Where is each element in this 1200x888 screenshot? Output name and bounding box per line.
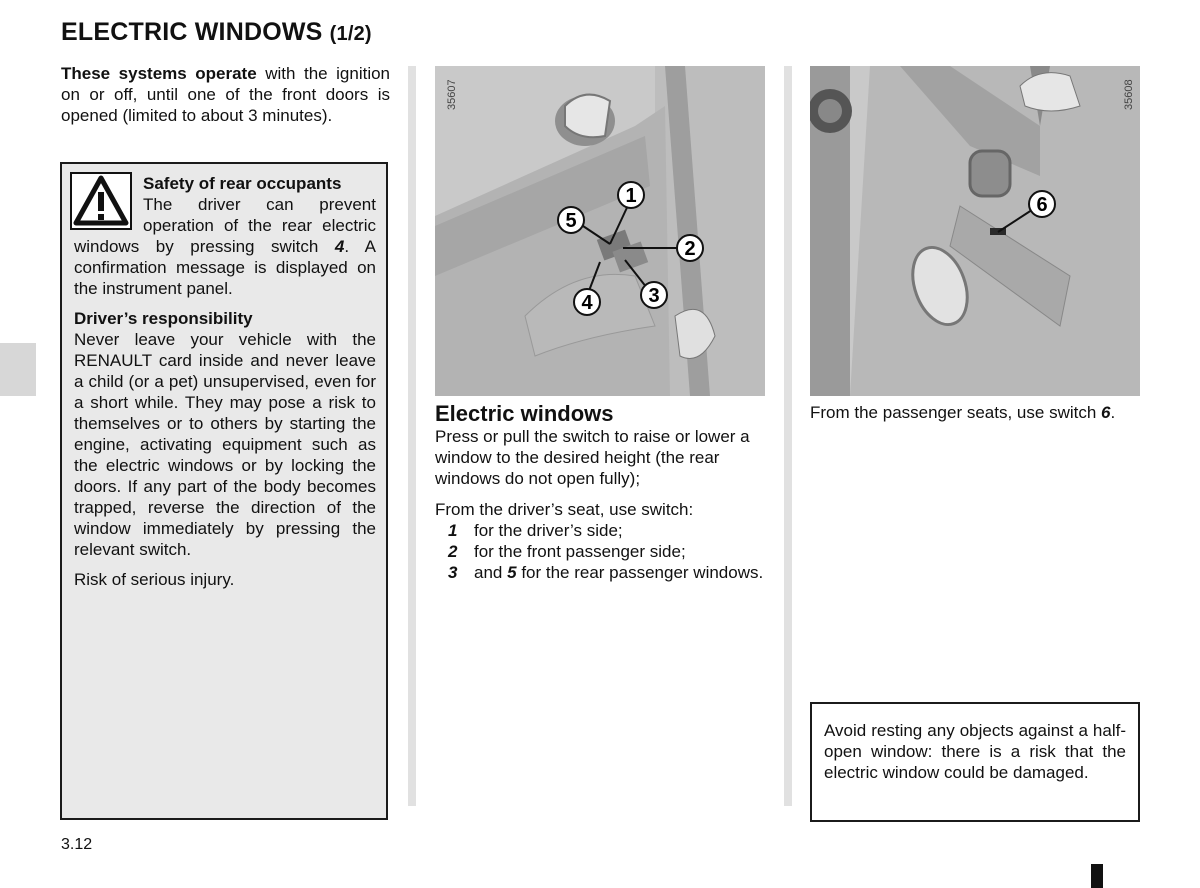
callout-5: 5 (565, 210, 577, 232)
photo1-code: 35607 (446, 79, 458, 110)
list-item-mid: and (474, 563, 503, 582)
electric-windows-p1: Press or pull the switch to raise or lower a window to the desired height (the rear windows do not open fully); (435, 427, 750, 488)
callout-2: 2 (684, 238, 696, 260)
callout-3: 3 (648, 285, 660, 307)
list-item-text: for the driver’s side; (474, 521, 623, 540)
callout-1: 1 (625, 185, 637, 207)
intro-bold-lead: These systems operate (61, 64, 257, 83)
page-title (61, 18, 372, 47)
warning-heading-safety: Safety of rear occupants (143, 174, 342, 193)
list-item-num: 3 (448, 563, 458, 582)
page-title-text: ELECTRIC WINDOWS (61, 18, 323, 46)
warning-p1-post: . A confirmation message is displayed on the instrument panel. (74, 237, 376, 298)
rear-door-photo (810, 66, 1140, 396)
list-item (435, 541, 765, 562)
page-number: 3.12 (61, 836, 93, 853)
electric-windows-p2: From the driver’s seat, use switch: (435, 500, 694, 519)
passenger-text-post: . (1110, 403, 1116, 422)
driver-door-photo (435, 66, 765, 396)
passenger-text-pre: From the passenger seats, use switch (810, 403, 1102, 422)
warning-p1-text: The driver can prevent operation of the rear electric windows by pressing switch (74, 195, 376, 256)
list-item-text: for the front passenger side; (474, 542, 686, 561)
column-divider-1 (408, 66, 416, 806)
list-item-num: 2 (448, 542, 458, 561)
callout-6: 6 (1036, 194, 1048, 216)
warning-heading-responsibility: Driver’s responsibility (74, 309, 253, 328)
intro-paragraph (61, 63, 390, 126)
section-end-marker (1091, 864, 1103, 888)
column-divider-2 (784, 66, 792, 806)
passenger-switch-ref: 6 (1101, 403, 1111, 422)
warning-text (74, 173, 376, 590)
list-item-num2: 5 (507, 563, 517, 582)
callout-4: 4 (581, 292, 593, 314)
note-text: Avoid resting any objects against a half-open window: there is a risk that the electric window could be damaged. (824, 721, 1126, 782)
warning-switch-ref: 4 (334, 237, 345, 256)
switch-list (435, 520, 765, 583)
list-item-num: 1 (448, 521, 458, 540)
passenger-text (810, 402, 1140, 423)
chapter-tab (0, 343, 36, 396)
warning-p3-text: Risk of serious injury. (74, 570, 235, 589)
page-title-part: (1/2) (329, 23, 372, 45)
list-item (435, 562, 765, 583)
electric-windows-text (435, 426, 765, 583)
photo2-code: 35608 (1123, 79, 1135, 110)
section-heading-electric-windows: Electric windows (435, 401, 614, 426)
intro-text: with the ignition on or off, until one of the front doors is opened (limited to about 3 minutes). (61, 64, 391, 125)
warning-p2-text: Never leave your vehicle with the RENAULT card inside and never leave a child (or a pet) unsupervised, even for a short while. They may pose a risk to themselves or to others by starting the engine, activating equipment such as the electric windows or by locking the doors. If any part of the body becomes trapped, reverse the direction of the window immediately by pressing the relevant switch. (74, 330, 376, 559)
list-item (435, 520, 765, 541)
list-item-text: for the rear passenger windows. (521, 563, 764, 582)
